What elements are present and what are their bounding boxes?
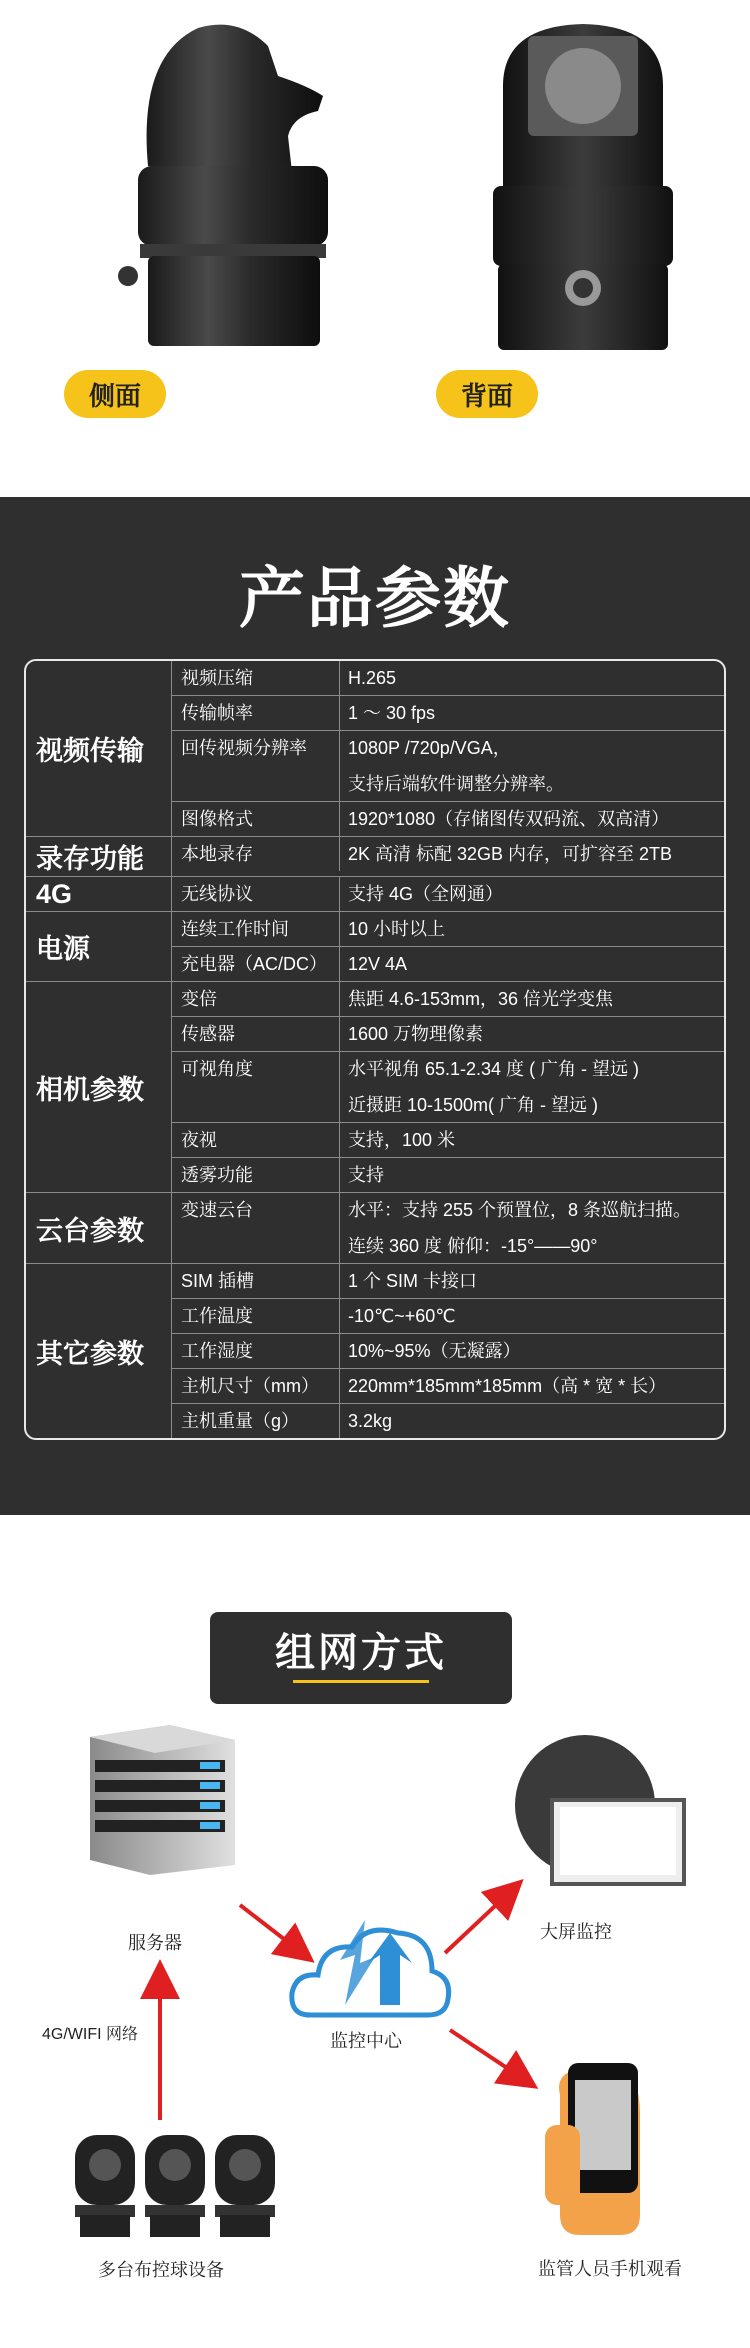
spec-key: 回传视频分辨率 xyxy=(172,731,340,801)
spec-group xyxy=(26,1264,724,1438)
spec-row xyxy=(172,1123,724,1158)
spec-key: 传感器 xyxy=(172,1017,340,1051)
phone-label: 监管人员手机观看 xyxy=(538,2259,682,2279)
spec-key: 本地录存 xyxy=(172,837,340,871)
spec-group-rows xyxy=(172,877,724,911)
spec-key: 变倍 xyxy=(172,982,340,1016)
spec-value-line: 支持 xyxy=(348,1165,384,1185)
spec-group xyxy=(26,982,724,1193)
spec-value-line: 1 ～ 30 fps xyxy=(348,703,436,723)
spec-group xyxy=(26,661,724,837)
spec-value-line: 连续 360 度 俯仰：-15°——90° xyxy=(348,1236,598,1256)
spec-value xyxy=(340,731,724,801)
spec-row xyxy=(172,1193,724,1263)
monitor-icon xyxy=(515,1735,684,1884)
spec-row xyxy=(172,1334,724,1369)
spec-row xyxy=(172,982,724,1017)
spec-group-rows xyxy=(172,661,724,836)
spec-value xyxy=(340,1334,724,1368)
network-link-label: 4G/WIFI 网络 xyxy=(42,2026,139,2043)
spec-group-name: 4G xyxy=(26,877,172,911)
spec-value xyxy=(340,837,724,871)
spec-key: 视频压缩 xyxy=(172,661,340,695)
spec-row xyxy=(172,1158,724,1192)
spec-value-line: 12V 4A xyxy=(348,954,408,974)
spec-value-line: 支持 4G（全网通） xyxy=(348,884,504,904)
spec-row xyxy=(172,1404,724,1438)
phone-icon xyxy=(545,2063,640,2235)
spec-value-line: 10 小时以上 xyxy=(348,919,446,939)
spec-value xyxy=(340,1123,724,1157)
spec-row xyxy=(172,1264,724,1299)
spec-value-line: 近摄距 10-1500m( 广角 - 望远 ) xyxy=(348,1095,599,1115)
spec-group-name: 录存功能 xyxy=(26,837,172,876)
arrow-server-to-center xyxy=(240,1905,302,1953)
spec-value-line: 10%~95%（无凝露） xyxy=(348,1341,521,1361)
spec-value xyxy=(340,1299,724,1333)
spec-row xyxy=(172,696,724,731)
spec-value xyxy=(340,802,724,836)
spec-group-name: 其它参数 xyxy=(26,1264,172,1438)
spec-value xyxy=(340,1193,724,1263)
spec-key: 充电器（AC/DC） xyxy=(172,947,340,981)
camera-side-image xyxy=(118,16,354,356)
spec-key: 工作湿度 xyxy=(172,1334,340,1368)
spec-key: SIM 插槽 xyxy=(172,1264,340,1298)
spec-group-rows xyxy=(172,912,724,981)
network-diagram xyxy=(0,1515,750,2348)
spec-row xyxy=(172,1299,724,1334)
product-specs-section xyxy=(0,497,750,1515)
product-views-section xyxy=(0,0,750,497)
spec-value xyxy=(340,947,724,981)
spec-key: 工作温度 xyxy=(172,1299,340,1333)
spec-value xyxy=(340,912,724,946)
arrow-center-to-screen xyxy=(445,1890,512,1953)
back-view-label: 背面 xyxy=(436,370,538,418)
spec-row xyxy=(172,731,724,802)
spec-value xyxy=(340,1158,724,1192)
spec-group-rows xyxy=(172,1193,724,1263)
spec-value xyxy=(340,1369,724,1403)
spec-key: 连续工作时间 xyxy=(172,912,340,946)
spec-row xyxy=(172,912,724,947)
spec-key: 主机尺寸（mm） xyxy=(172,1369,340,1403)
spec-group-name: 云台参数 xyxy=(26,1193,172,1263)
spec-key: 透雾功能 xyxy=(172,1158,340,1192)
server-label: 服务器 xyxy=(128,1933,182,1953)
specs-title: 产品参数 xyxy=(239,561,511,635)
spec-table xyxy=(24,659,726,1440)
screen-label: 大屏监控 xyxy=(540,1922,612,1942)
camera-group-icon xyxy=(75,2135,275,2237)
spec-value-line: 水平：支持 255 个预置位，8 条巡航扫描。 xyxy=(348,1200,692,1220)
spec-row xyxy=(172,1017,724,1052)
spec-value-line: 220mm*185mm*185mm（高 * 宽 * 长） xyxy=(348,1376,667,1396)
spec-value xyxy=(340,1017,724,1051)
side-view-label: 侧面 xyxy=(64,370,166,418)
spec-row xyxy=(172,837,724,871)
spec-key: 可视角度 xyxy=(172,1052,340,1122)
spec-value-line: 1920*1080（存储图传双码流、双高清） xyxy=(348,809,670,829)
network-section xyxy=(0,1515,750,2348)
spec-value-line: 支持，100 米 xyxy=(348,1130,456,1150)
spec-value-line: 1080P /720p/VGA， xyxy=(348,738,511,758)
spec-value-line: 1600 万物理像素 xyxy=(348,1024,484,1044)
spec-key: 变速云台 xyxy=(172,1193,340,1263)
spec-group-rows xyxy=(172,1264,724,1438)
spec-value-line: 1 个 SIM 卡接口 xyxy=(348,1271,478,1291)
spec-value xyxy=(340,982,724,1016)
cloud-icon xyxy=(292,1920,449,2015)
spec-value-line: 焦距 4.6-153mm，36 倍光学变焦 xyxy=(348,989,614,1009)
spec-key: 传输帧率 xyxy=(172,696,340,730)
spec-value-line: 3.2kg xyxy=(348,1411,393,1431)
server-icon xyxy=(90,1725,235,1875)
spec-value xyxy=(340,1264,724,1298)
arrow-center-to-phone xyxy=(450,2030,525,2080)
spec-value-line: 2K 高清 标配 32GB 内存，可扩容至 2TB xyxy=(348,844,673,864)
spec-row xyxy=(172,661,724,696)
spec-row xyxy=(172,1369,724,1404)
cameras-label: 多台布控球设备 xyxy=(98,2260,224,2280)
spec-row xyxy=(172,877,724,911)
spec-value-line: 支持后端软件调整分辨率。 xyxy=(348,774,564,794)
spec-group xyxy=(26,837,724,877)
spec-group xyxy=(26,912,724,982)
spec-group xyxy=(26,1193,724,1264)
spec-value-line: H.265 xyxy=(348,668,397,688)
spec-row xyxy=(172,1052,724,1123)
spec-value-line: -10℃~+60℃ xyxy=(348,1306,456,1326)
spec-value xyxy=(340,696,724,730)
network-title: 组网方式 xyxy=(210,1612,512,1704)
spec-group-name: 相机参数 xyxy=(26,982,172,1192)
center-label: 监控中心 xyxy=(330,2031,402,2051)
spec-value-line: 水平视角 65.1-2.34 度 ( 广角 - 望远 ) xyxy=(348,1059,640,1079)
spec-key: 主机重量（g） xyxy=(172,1404,340,1438)
spec-row xyxy=(172,947,724,981)
spec-group xyxy=(26,877,724,912)
spec-group-rows xyxy=(172,837,724,876)
spec-row xyxy=(172,802,724,836)
spec-group-name: 电源 xyxy=(26,912,172,981)
spec-value xyxy=(340,877,724,911)
spec-value xyxy=(340,1404,724,1438)
camera-back-image xyxy=(488,16,678,356)
spec-value xyxy=(340,661,724,695)
spec-key: 图像格式 xyxy=(172,802,340,836)
spec-group-name: 视频传输 xyxy=(26,661,172,836)
spec-key: 夜视 xyxy=(172,1123,340,1157)
spec-key: 无线协议 xyxy=(172,877,340,911)
spec-group-rows xyxy=(172,982,724,1192)
spec-value xyxy=(340,1052,724,1122)
